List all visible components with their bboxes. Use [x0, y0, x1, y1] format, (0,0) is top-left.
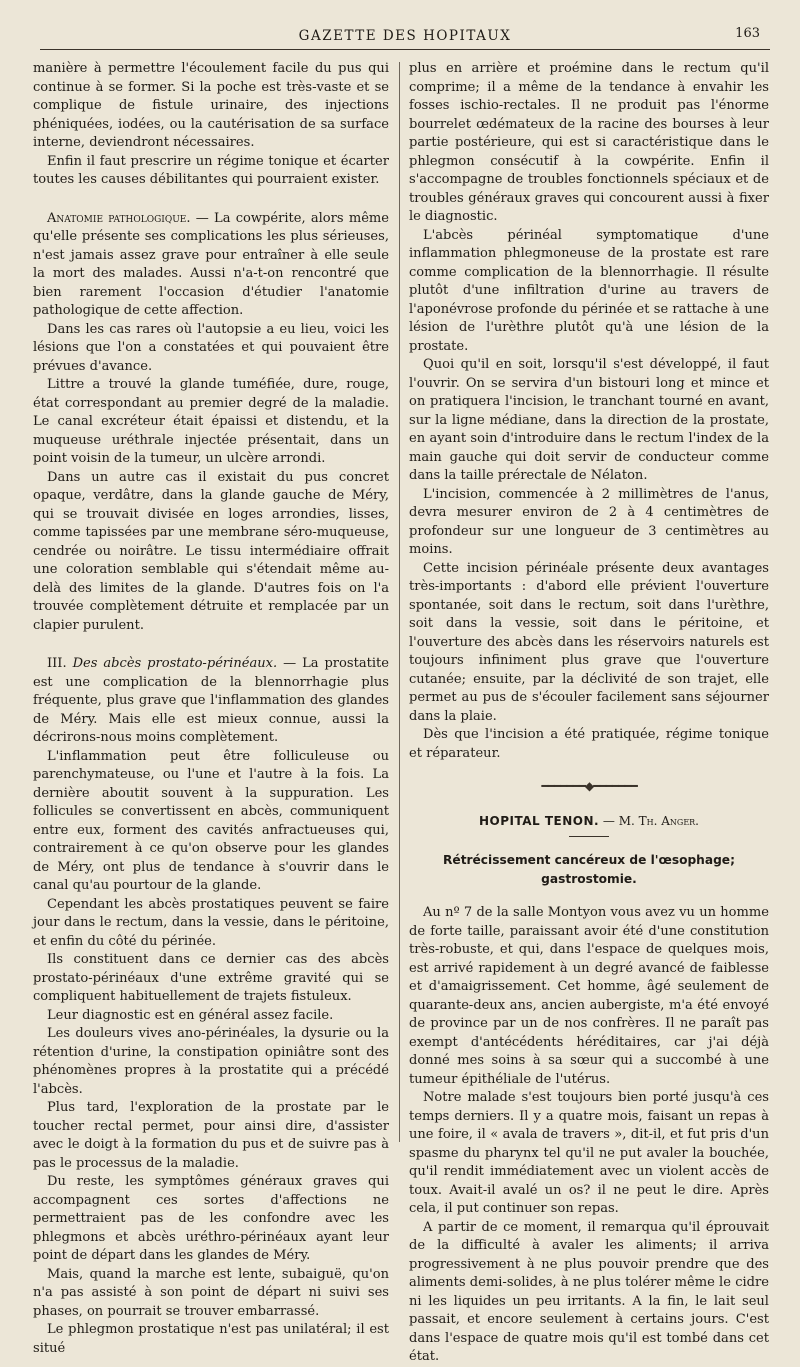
section-heading: Anatomie pathologique.: [47, 210, 191, 226]
paragraph: Du reste, les symptômes généraux graves qui accompagnent ces sortes d'affections ne permettraient pas de les confondre avec les phlegmons et abcès uréthro-périnéaux ayant leur point de départ dans les glandes de Méry.: [33, 1174, 389, 1263]
paragraph: L'inflammation peut être folliculeuse ou parenchymateuse, ou l'une et l'autre à la fois. La dernière aboutit souvent à la suppuration. Les follicules se convertissent en abcès, communiquent entre eux, forment des cavités anfractueuses qui, contrairement à ce qu'on observe pour les glandes de Méry, ont plus de tendance à s'ouvrir dans le canal qu'au pourtour de la glande.: [33, 748, 389, 893]
anatomy-paragraph: [33, 210, 389, 321]
left-column: [33, 60, 389, 1358]
header-rule: [40, 49, 770, 50]
column-divider: [399, 62, 400, 1142]
journal-title: GAZETTE DES HOPITAUX: [298, 28, 512, 44]
paragraph: L'incision, commencée à 2 millimètres de l'anus, devra mesurer environ de 2 à 4 centimètres de profondeur sur une longueur de 3 centimètres au moins.: [409, 486, 769, 557]
paragraph: Dans les cas rares où l'autopsie a eu lieu, voici les lésions que l'on a constatées et qui pouvaient être prévues d'avance.: [33, 321, 389, 374]
paragraph: Notre malade s'est toujours bien porté jusqu'à ces temps derniers. Il y a quatre mois, faisant un repas à une foire, il « avala de travers », dit-il, et fut pris d'un spasme du pharynx tel qu'il ne put avaler la bouchée, qu'il rendit immédiatement avec un violent accès de toux. Avait-il avalé un os? il ne peut le dire. Après cela, il put continuer son repas.: [409, 1090, 769, 1216]
paragraph: Dès que l'incision a été pratiquée, régime tonique et réparateur.: [409, 727, 769, 761]
paragraph: Dans un autre cas il existait du pus concret opaque, verdâtre, dans la glande gauche de Méry, qui se trouvait divisée en loges arrondies, lisses, comme tapissées par une membrane séro-muqueuse, cendrée ou noirâtre. Le tissu intermédiaire offrait une coloration semblable qui s'étendait même au-delà des limites de la glande. D'autres fois on l'a trouvée complètement détruite et remplacée par un clapier purulent.: [33, 469, 389, 633]
paragraph: Enfin il faut prescrire un régime tonique et écarter toutes les causes débilitantes qui pourraient exister.: [33, 153, 389, 187]
case-title: Rétrécissement cancéreux de l'œsophage; gastrostomie.: [443, 853, 735, 886]
paragraph: L'abcès périnéal symptomatique d'une inflammation phlegmoneuse de la prostate est rare comme complication de la blennorrhagie. Il résulte plutôt d'une infiltration d'urine au travers de l'aponévrose profonde du périnée et se rattache à une lésion de l'urèthre plutôt qu'à une lésion de la prostate.: [409, 227, 769, 354]
short-rule: [569, 836, 609, 837]
paragraph-text: — La prostatite est une complication de la blennorrhagie plus fréquente, plus grave que l'inflammation des glandes de Méry. Mais elle est mieux connue, aussi la décrirons-nous moins complètement.: [33, 656, 389, 745]
paragraph: plus en arrière et proémine dans le rectum qu'il comprime; il a même de la tendance à envahir les fosses ischio-rectales. Il ne produit pas l'énorme bourrelet œdémateux de la racine des bourses à leur partie postérieure, qui est si caractéristique dans le phlegmon consécutif à la cowpérite. Enfin il s'accompagne de troubles fonctionnels spéciaux et de troubles généraux graves qui concourent aussi à fixer le diagnostic.: [409, 61, 769, 224]
paragraph: Le phlegmon prostatique n'est pas unilatéral; il est situé: [33, 1322, 389, 1356]
hospital-name: HOPITAL TENON.: [479, 813, 600, 828]
paragraph: A partir de ce moment, il remarqua qu'il éprouvait de la difficulté à avaler les aliments; il arriva progressivement à ne plus pouvoir prendre que des aliments demi-solides, à ne plus tolérer même le cidre ni les liquides un peu irritants. A la fin, le lait seul passait, et encore seulement à certains jours. C'est dans l'espace de quatre mois qu'il est tombé dans cet état.: [409, 1219, 769, 1364]
section-number: III.: [47, 656, 73, 671]
hospital-doctor: — M. Th. Anger.: [599, 813, 699, 828]
paragraph: Mais, quand la marche est lente, subaiguë, qu'on n'a pas assisté à son point de départ ni suivi ses phases, on pourrait se trouver embarrassé.: [33, 1266, 389, 1319]
spacer: [33, 635, 389, 655]
paragraph: Les douleurs vives ano-périnéales, la dysurie ou la rétention d'urine, la constipation opiniâtre sont des phénomènes propres à la prostatite qui a précédé l'abcès.: [33, 1026, 389, 1097]
paragraph-text: — La cowpérite, alors même qu'elle présente ses complications les plus sérieuses, n'est jamais assez grave pour entraîner à elle seule la mort des malades. Aussi n'a-t-on rencontré que bien rarement l'occasion d'étudier l'anatomie pathologique de cette affection.: [33, 210, 390, 318]
paragraph: manière à permettre l'écoulement facile du pus qui continue à se former. Si la poche est très-vaste et se complique de fistule urinaire, des injections phéniquées, iodées, ou la cautérisation de sa surface interne, deviendront nécessaires.: [33, 61, 389, 150]
section-3-paragraph: [33, 655, 389, 748]
hospital-heading: [409, 812, 769, 831]
paragraph: Cette incision périnéale présente deux avantages très-importants : d'abord elle prévient l'ouverture spontanée, soit dans le rectum, soit dans l'urèthre, soit dans la vessie, soit dans le péritoine, et l'ouverture des abcès dans les réservoirs naturels est toujours infiniment plus grave que l'ouverture cutanée; ensuite, par la déclivité de son trajet, elle permet au pus de s'écouler facilement sans séjourner dans la plaie.: [409, 560, 769, 724]
paragraph: Au nº 7 de la salle Montyon vous avez vu un homme de forte taille, paraissant avoir été d'une constitution très-robuste, et qui, dans l'espace de quelques mois, est arrivé rapidement à un degré avancé de faiblesse et d'amaigrissement. Cet homme, âgé seulement de quarante-deux ans, ancien aubergiste, m'a été envoyé de province par un de nos confrères. Il ne paraît pas exempt d'antécédents héréditaires, car j'ai déjà donné mes soins à sa sœur qui a succombé à une tumeur épithéliale de l'utérus.: [409, 905, 769, 1087]
paragraph: Ils constituent dans ce dernier cas des abcès prostato-périnéaux d'une extrême gravité qui se compliquent habituellement de trajets fistuleux.: [33, 952, 389, 1004]
paragraph: Plus tard, l'exploration de la prostate par le toucher rectal permet, pour ainsi dire, d'assister avec le doigt à la formation du pus et de suivre pas à pas le processus de la maladie.: [33, 1100, 389, 1171]
section-title: Des abcès prostato-périnéaux.: [72, 656, 278, 671]
right-column: [409, 60, 769, 1367]
page-number: 163: [735, 26, 760, 41]
paragraph: Quoi qu'il en soit, lorsqu'il s'est développé, il faut l'ouvrir. On se servira d'un bistouri long et mince et on pratiquera l'incision, le tranchant tourné en avant, sur la ligne médiane, dans la direction de la prostate, en ayant soin d'introduire dans le rectum l'index de la main gauche qui doit servir de conducteur comme dans la taille prérectale de Nélaton.: [409, 357, 769, 483]
paragraph: Littre a trouvé la glande tuméfiée, dure, rouge, état correspondant au premier degré de la maladie. Le canal excréteur était épaissi et distendu, et la muqueuse uréthrale injectée présentait, dans un point voisin de la tumeur, un ulcère arrondi.: [33, 377, 389, 466]
paragraph: Cependant les abcès prostatiques peuvent se faire jour dans le rectum, dans la vessie, dans le péritoine, et enfin du côté du périnée.: [33, 896, 389, 949]
page-header: [40, 24, 770, 50]
spacer: [33, 190, 389, 210]
paragraph: Leur diagnostic est en général assez facile.: [47, 1007, 334, 1023]
section-ornament: ━━━━━━━◆━━━━━━━: [541, 779, 637, 793]
